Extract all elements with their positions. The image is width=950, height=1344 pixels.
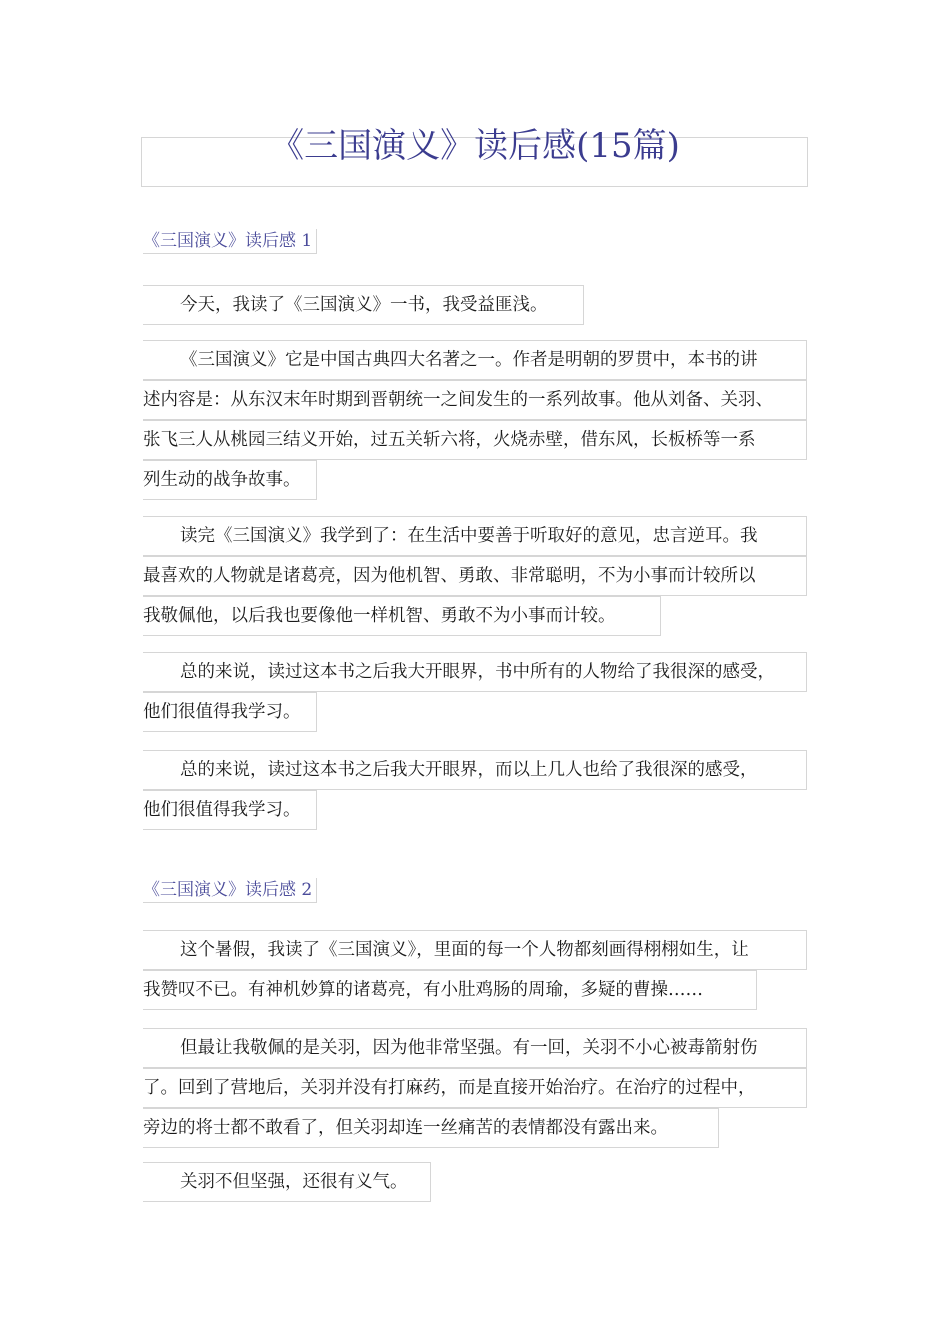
paragraph [143,1162,807,1217]
paragraph [143,930,807,1025]
paragraph-line: 他们很值得我学习。 [143,692,317,732]
paragraph-line: 《三国演义》它是中国古典四大名著之一。作者是明朝的罗贯中，本书的讲 [143,340,807,380]
paragraph-line: 列生动的战争故事。 [143,460,317,500]
paragraph-line: 了。回到了营地后，关羽并没有打麻药，而是直接开始治疗。在治疗的过程中， [143,1068,807,1108]
paragraph-line: 述内容是：从东汉末年时期到晋朝统一之间发生的一系列故事。他从刘备、关羽、 [143,380,807,420]
paragraph-line: 但最让我敬佩的是关羽，因为他非常坚强。有一回，关羽不小心被毒箭射伤 [143,1028,807,1068]
paragraph-line: 旁边的将士都不敢看了，但关羽却连一丝痛苦的表情都没有露出来。 [143,1108,719,1148]
paragraph-line: 今天，我读了《三国演义》一书，我受益匪浅。 [143,285,584,325]
paragraph-line: 总的来说，读过这本书之后我大开眼界，而以上几人也给了我很深的感受， [143,750,807,790]
paragraph [143,340,807,515]
paragraph [143,285,807,340]
paragraph-line: 这个暑假，我读了《三国演义》，里面的每一个人物都刻画得栩栩如生，让 [143,930,807,970]
paragraph-line: 他们很值得我学习。 [143,790,317,830]
section-heading-2: 《三国演义》读后感 2 [143,878,317,903]
paragraph [143,750,807,845]
paragraph [143,1028,807,1163]
paragraph [143,516,807,651]
paragraph [143,652,807,747]
paragraph-line: 关羽不但坚强，还很有义气。 [143,1162,431,1202]
paragraph-line: 总的来说，读过这本书之后我大开眼界，书中所有的人物给了我很深的感受， [143,652,807,692]
paragraph-line: 我敬佩他，以后我也要像他一样机智、勇敢不为小事而计较。 [143,596,661,636]
section-heading-1: 《三国演义》读后感 1 [143,229,317,254]
paragraph-line: 我赞叹不已。有神机妙算的诸葛亮，有小肚鸡肠的周瑜，多疑的曹操…… [143,970,757,1010]
document-title: 《三国演义》读后感(15篇) [270,126,680,166]
paragraph-line: 读完《三国演义》我学到了：在生活中要善于听取好的意见，忠言逆耳。我 [143,516,807,556]
paragraph-line: 张飞三人从桃园三结义开始，过五关斩六将，火烧赤壁，借东风，长板桥等一系 [143,420,807,460]
paragraph-line: 最喜欢的人物就是诸葛亮，因为他机智、勇敢、非常聪明，不为小事而计较所以 [143,556,807,596]
